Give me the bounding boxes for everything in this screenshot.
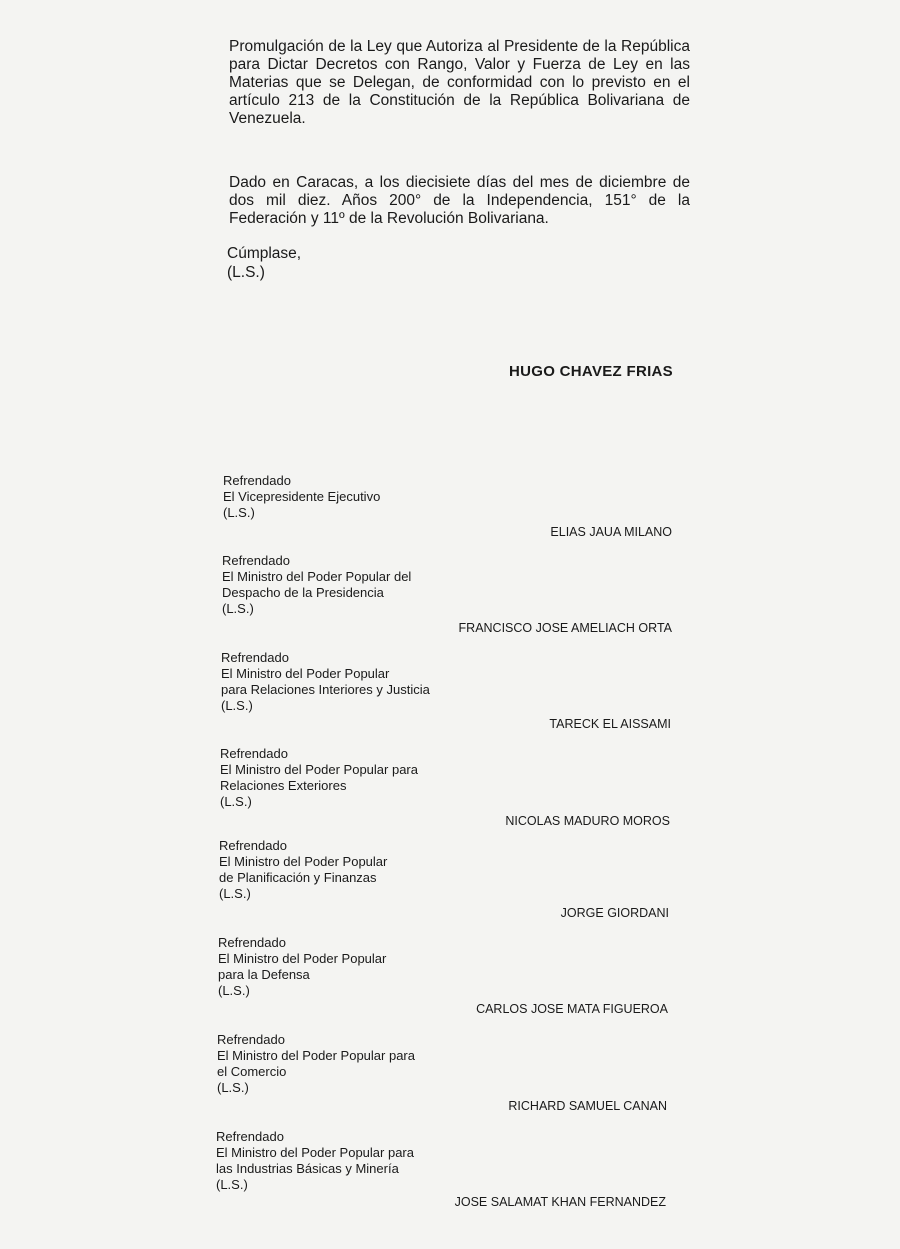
refrendado-label: Refrendado: [217, 1032, 285, 1047]
countersignature-block: [216, 1129, 414, 1193]
office-title: El Ministro del Poder Popular: [219, 854, 388, 869]
countersignature-block: [223, 473, 380, 521]
given-line: Dado en Caracas, a los diecisiete días del mes de diciembre de: [229, 174, 690, 191]
office-title: El Ministro del Poder Popular para: [220, 762, 418, 777]
promulgation-paragraph: [229, 38, 690, 128]
minister-name: RICHARD SAMUEL CANAN: [508, 1099, 667, 1113]
promulgation-line: Promulgación de la Ley que Autoriza al Presidente de la República: [229, 38, 690, 55]
refrendado-label: Refrendado: [216, 1129, 284, 1144]
office-title: las Industrias Básicas y Minería: [216, 1161, 399, 1176]
refrendado-label: Refrendado: [223, 473, 291, 488]
ls-seal-mark: (L.S.): [220, 794, 252, 809]
given-paragraph: [229, 174, 690, 228]
president-signature-name: HUGO CHAVEZ FRIAS: [509, 363, 673, 380]
minister-name: FRANCISCO JOSE AMELIACH ORTA: [458, 621, 672, 635]
ls-seal-mark: (L.S.): [227, 264, 265, 281]
promulgation-line: Materias que se Delegan, de conformidad con lo previsto en el: [229, 74, 690, 91]
refrendado-label: Refrendado: [219, 838, 287, 853]
refrendado-label: Refrendado: [220, 746, 288, 761]
office-title: El Ministro del Poder Popular: [221, 666, 390, 681]
ls-seal-mark: (L.S.): [222, 601, 254, 616]
ls-seal-mark: (L.S.): [218, 983, 250, 998]
minister-name: TARECK EL AISSAMI: [549, 717, 671, 731]
given-line: Federación y 11º de la Revolución Bolivariana.: [229, 210, 549, 227]
office-title: El Vicepresidente Ejecutivo: [223, 489, 381, 504]
minister-name: JORGE GIORDANI: [560, 906, 669, 920]
refrendado-label: Refrendado: [221, 650, 289, 665]
promulgation-line: Venezuela.: [229, 110, 306, 127]
office-title: para la Defensa: [218, 967, 310, 982]
office-title: El Ministro del Poder Popular: [218, 951, 387, 966]
office-title: El Ministro del Poder Popular para: [216, 1145, 414, 1160]
office-title: El Ministro del Poder Popular para: [217, 1048, 415, 1063]
countersignature-block: [220, 746, 418, 810]
minister-name: CARLOS JOSE MATA FIGUEROA: [476, 1002, 668, 1016]
ls-seal-mark: (L.S.): [221, 698, 253, 713]
office-title: El Ministro del Poder Popular del: [222, 569, 412, 584]
office-title: el Comercio: [217, 1064, 287, 1079]
ls-seal-mark: (L.S.): [219, 886, 251, 901]
cumplase-text: Cúmplase,: [227, 245, 302, 262]
given-line: dos mil diez. Años 200° de la Independencia, 151° de la: [229, 192, 690, 209]
ls-seal-mark: (L.S.): [223, 505, 255, 520]
office-title: de Planificación y Finanzas: [219, 870, 377, 885]
countersignature-block: [218, 935, 386, 999]
minister-name: ELIAS JAUA MILANO: [550, 525, 672, 539]
promulgation-line: artículo 213 de la Constitución de la República Bolivariana de: [229, 92, 690, 109]
countersignature-block: [217, 1032, 415, 1096]
minister-name: NICOLAS MADURO MOROS: [505, 814, 670, 828]
office-title: Relaciones Exteriores: [220, 778, 347, 793]
minister-name: JOSE SALAMAT KHAN FERNANDEZ: [454, 1195, 666, 1209]
refrendado-label: Refrendado: [218, 935, 286, 950]
countersignature-block: [222, 553, 411, 617]
office-title: para Relaciones Interiores y Justicia: [221, 682, 430, 697]
office-title: Despacho de la Presidencia: [222, 585, 384, 600]
countersignature-block: [219, 838, 387, 902]
promulgation-line: para Dictar Decretos con Rango, Valor y Fuerza de Ley en las: [229, 56, 690, 73]
ls-seal-mark: (L.S.): [216, 1177, 248, 1192]
refrendado-label: Refrendado: [222, 553, 290, 568]
ls-seal-mark: (L.S.): [217, 1080, 249, 1095]
countersignature-block: [221, 650, 430, 714]
